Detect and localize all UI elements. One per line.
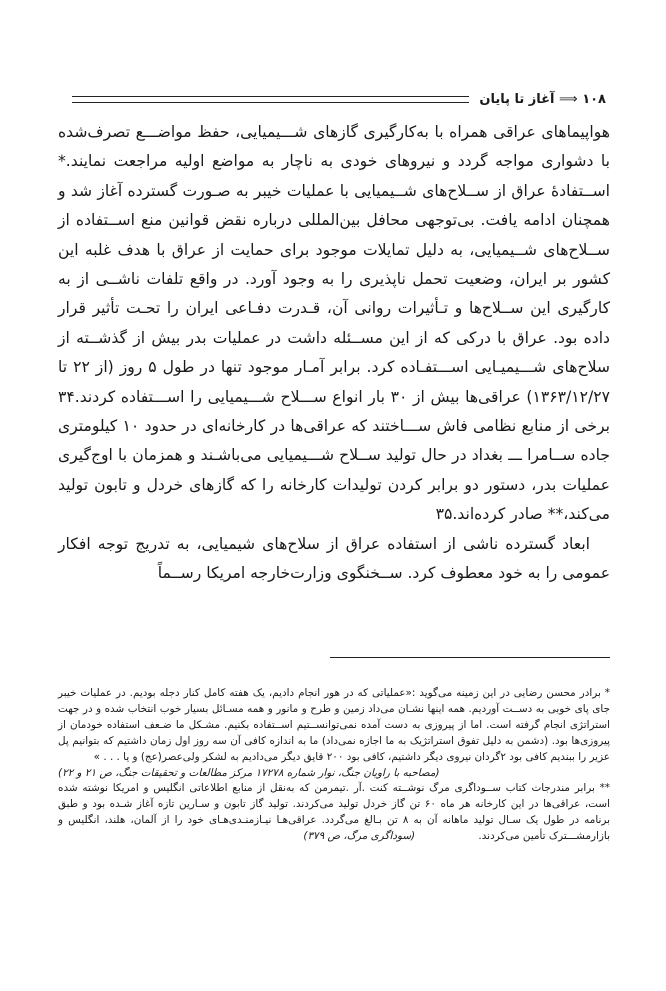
footnote-2-source: (سوداگری مرگ، ص ۳۷۹) [303,830,416,843]
header-rule [72,96,469,103]
footnote-2-text [58,781,610,845]
footnotes [58,686,610,845]
page-number: ۱۰۸ ⟹ آغاز تا پایان [479,91,606,107]
footnote-separator [330,657,610,658]
paragraph-2: ابعاد گسترده ناشی از استفاده عراق از سلاح‌های شیمیایی، به تدریج توجه افکار عمومی را به خود معطوف کرد. ســخنگوی وزارت‌خارجه امریکا رســماً [58,534,610,583]
main-text [58,118,610,589]
footnote-1-source: (مصاحبه با راویان جنگ، نوار شماره ۱۷۲۷۸ مرکز مطالعات و تحقیقات جنگ، ص ۲۱ و ۲۲) [58,766,440,779]
book-title: آغاز تا پایان [479,91,555,107]
running-header [72,88,606,110]
footnote-1-text: * برادر محسن رضایی در این زمینه می‌گوید :«عملیاتی که در هور انجام دادیم، یک هفته کامل کنار دجله بودیم. در عملیات خیبر جای پای خوبی به دســت آوردیم. همه اینها نشـان می‌داد زمین و طرح و مانور و همه مسـائل بسیار خوب انتخاب شده و در جهت استراتژی انجام گرفته است. اما از پیروزی به دست آمده نمی‌توانســتیم اســتفاده بکنیم. مشـکل ما ضـعف استفاده خودمان از پیروزی‌ها بود. (دشمن به دلیل تفوق استراتژیک به ما اجازه نمی‌داد) ما به اندازه کافی آن سه روز اول زمان داشتیم که بتوانیم پل عزیر را ببندیم کافی بود ۲گردان نیروی دیگر داشتیم، کافی بود ۲۰۰ قایق دیگر می‌دادیم به لشکر ولی‌عصر(عج) و یا . . . » [58,687,610,763]
paragraph-1: هواپیماهای عراقی همراه با به‌کارگیری گازهای شـــیمیایی، حفظ مواضـــع تصرف‌شده با دشواری مواجه گردد و نیروهای خودی به ناچار به مواضع اولیه مراجعت نمایند.* اســتفادهٔ عراق از ســلاح‌های شــیمیایی با عملیات خیبر به صـورت گسترده آغاز شد و همچنان ادامه یافت. بی‌توجهی محافل بین‌المللی درباره نقض قوانین منع اســتفاده از ســلاح‌های شــیمیایی، به دلیل تمایلات موجود برای حمایت از عراق با هدف غلبه این کشور بر ایران، وضعیت تحمل ناپذیری را به وجود آورد. در واقع تلفات ناشــی از به کارگیری این ســلاح‌ها و تـأثیرات روانی آن، قـدرت دفـاعی ایران را تحـت تأثیر قرار داده بود. عراق با درکی که از این مســئله داشت در عملیات بدر بیش از گذشــته از سلاح‌های شـــیمیـایی اســـتفـاده کرد. برابر آمـار موجود تنها در طول ۵ روز (از ۲۲ تا ۱۳۶۳/۱۲/۲۷) عراقی‌ها بیش از ۳۰ بار انواع ســـلاح شـــیمیایی را اســـتفاده کردند.۳۴ برخی از منابع نظامی فاش ســـاختند که عراقی‌ها در کارخانه‌ای در حدود ۱۰ کیلومتری جاده ســامرا ـــ بغداد در حال تولید ســلاح شـــیمیایی می‌باشـند و همزمان با اوج‌گیری عملیات بدر، دستور دو برابر کردن تولیدات کارخانه را که گازهای خردل و تابون تولید می‌کند،** صادر کرده‌اند.۳۵ [58,123,610,524]
footnote-2-body: ** برابر مندرجات کتاب ســوداگری مرگ نوشــته کنت .آر .تیمرمن که به‌نقل از منابع اطلاعاتی انگلیس و امریکا نوشته شده است، عراقی‌ها در این کارخانه هر ماه ۶۰ تن گاز خردل تولید می‌کردند. تولید گاز تابون و سـارین تازه آغاز شـده بود و طبق برنامه در طول یک سـال تولید ماهانه آن به ۸ تن بـالغ می‌گردد. عراقی‌هـا نیـازمنـدی‌هـای خود را از آلمان، هلند، انگلیس و بازارمشـــترک تأمین می‌کردند. [58,782,611,843]
